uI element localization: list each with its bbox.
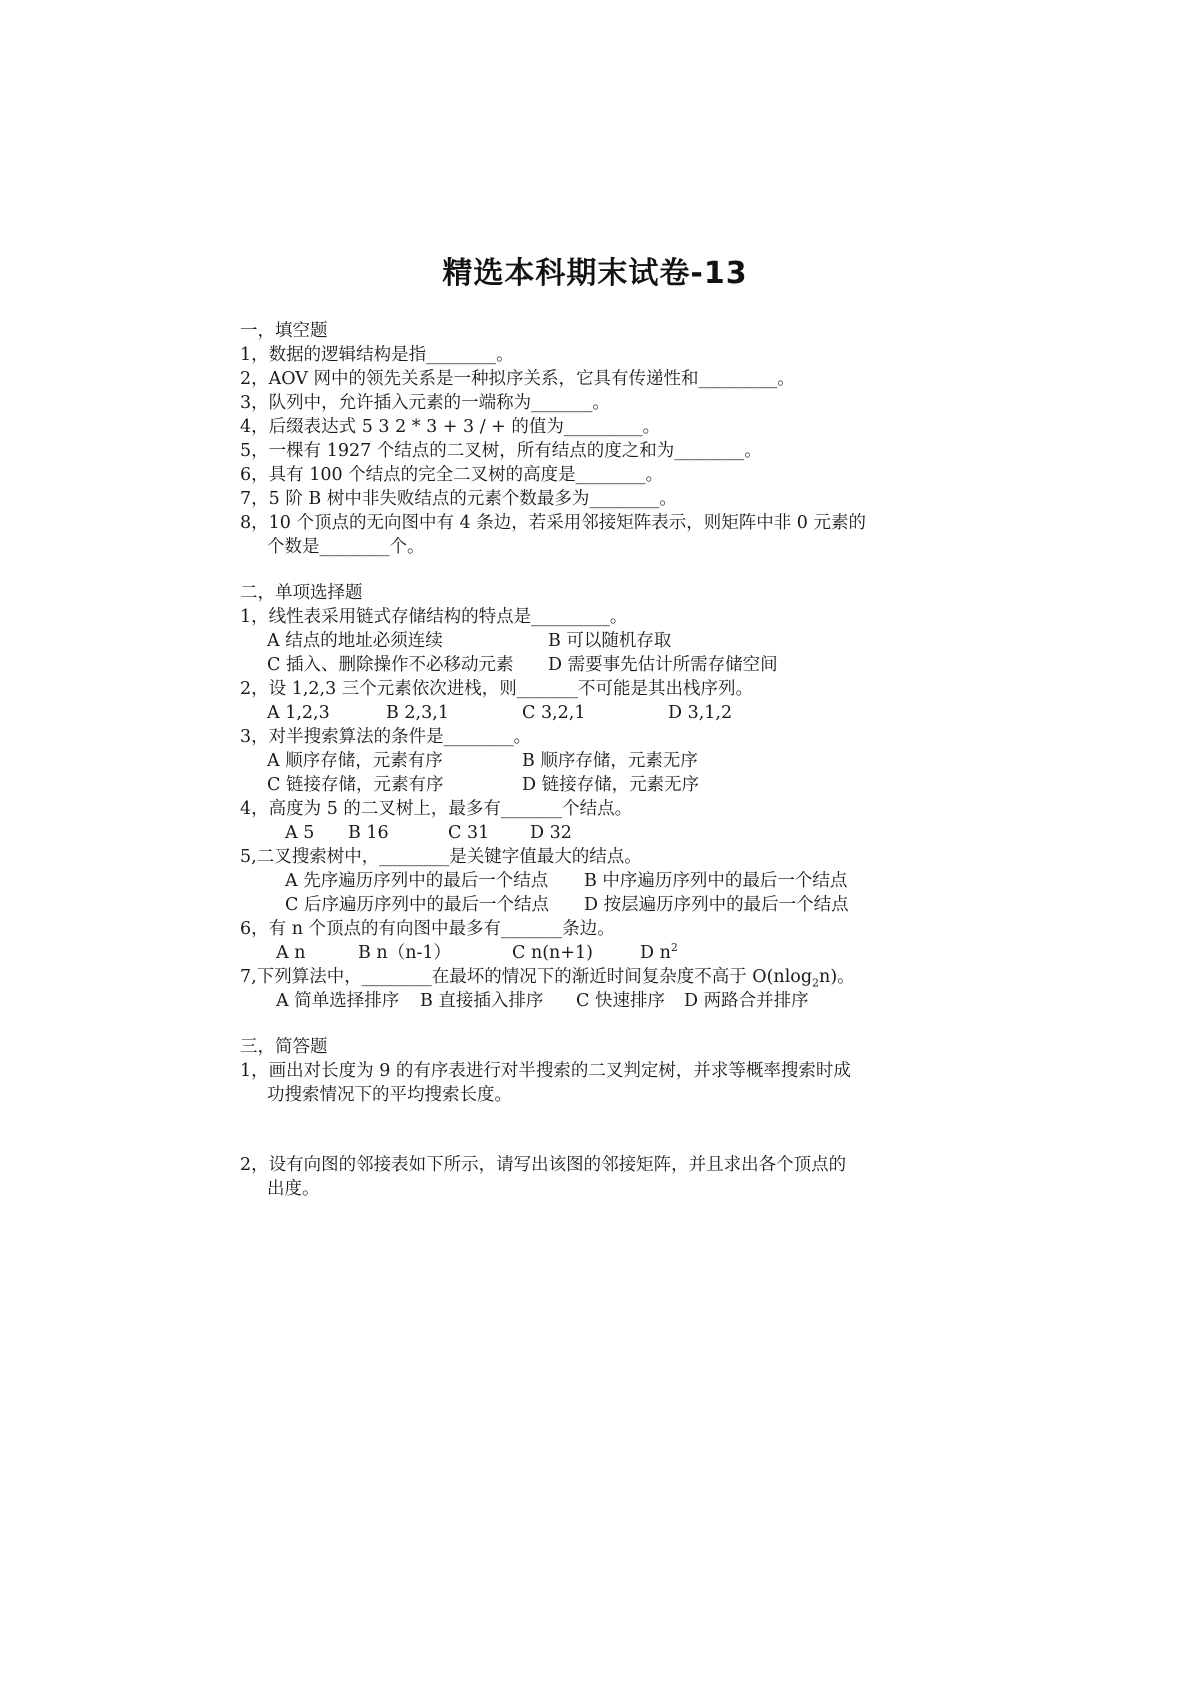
- fill-question-8-continued: 个数是________个。: [267, 537, 425, 557]
- choice-option-2b: B 2,3,1: [386, 703, 449, 723]
- short-question-2-continued: 出度。: [267, 1179, 320, 1199]
- choice-question-5: 5,二叉搜索树中，________是关键字值最大的结点。: [240, 847, 642, 867]
- choice-option-5d: D 按层遍历序列中的最后一个结点: [584, 895, 849, 915]
- choice-option-6b: B n（n-1）: [358, 943, 452, 963]
- choice-question-7: [240, 966, 855, 988]
- choice-question-4: 4，高度为 5 的二叉树上，最多有_______个结点。: [240, 799, 633, 819]
- choice-option-6d: [640, 942, 678, 964]
- choice-option-5a: A 先序遍历序列中的最后一个结点: [285, 871, 549, 891]
- choice-option-7c: C 快速排序: [576, 991, 665, 1011]
- fill-question-1: 1，数据的逻辑结构是指________。: [240, 345, 514, 365]
- choice-option-6d-base: D n: [640, 943, 671, 963]
- fill-question-8: 8，10 个顶点的无向图中有 4 条边，若采用邻接矩阵表示，则矩阵中非 0 元素的: [240, 513, 866, 533]
- choice-question-3: 3，对半搜索算法的条件是________。: [240, 727, 532, 747]
- short-question-2: 2，设有向图的邻接表如下所示，请写出该图的邻接矩阵，并且求出各个顶点的: [240, 1155, 847, 1175]
- fill-question-6: 6，具有 100 个结点的完全二叉树的高度是________。: [240, 465, 664, 485]
- fill-question-3: 3，队列中，允许插入元素的一端称为_______。: [240, 393, 610, 413]
- choice-option-5b: B 中序遍历序列中的最后一个结点: [584, 871, 848, 891]
- fill-question-4: 4，后缀表达式 5 3 2 * 3 + 3 / + 的值为_________。: [240, 417, 661, 437]
- choice-option-1c: C 插入、删除操作不必移动元素: [267, 655, 514, 675]
- choice-option-2d: D 3,1,2: [668, 703, 733, 723]
- choice-option-2c: C 3,2,1: [522, 703, 586, 723]
- choice-question-2: 2，设 1,2,3 三个元素依次进栈，则_______不可能是其出栈序列。: [240, 679, 754, 699]
- choice-option-2a: A 1,2,3: [267, 703, 330, 723]
- choice-option-7d: D 两路合并排序: [684, 991, 809, 1011]
- short-question-1-continued: 功搜索情况下的平均搜索长度。: [267, 1085, 512, 1105]
- choice-option-4d: D 32: [530, 823, 572, 843]
- choice-option-4c: C 31: [448, 823, 490, 843]
- choice-question-7-text: 7,下列算法中，________在最坏的情况下的渐近时间复杂度不高于 O(nlog: [240, 967, 813, 987]
- choice-option-3a: A 顺序存储，元素有序: [267, 751, 443, 771]
- choice-option-4a: A 5: [285, 823, 315, 843]
- section-heading-short-answer: 三，简答题: [240, 1037, 328, 1057]
- short-question-1: 1，画出对长度为 9 的有序表进行对半搜索的二叉判定树，并求等概率搜索时成: [240, 1061, 851, 1081]
- choice-option-7a: A 简单选择排序: [276, 991, 400, 1011]
- choice-question-1: 1，线性表采用链式存储结构的特点是_________。: [240, 607, 628, 627]
- choice-option-3d: D 链接存储，元素无序: [522, 775, 700, 795]
- choice-option-3c: C 链接存储，元素有序: [267, 775, 444, 795]
- choice-option-5c: C 后序遍历序列中的最后一个结点: [285, 895, 549, 915]
- fill-question-5: 5，一棵有 1927 个结点的二叉树，所有结点的度之和为________。: [240, 441, 762, 461]
- choice-option-6a: A n: [276, 943, 306, 963]
- choice-option-6c: C n(n+1): [512, 943, 593, 963]
- choice-question-7-end: n)。: [819, 967, 855, 987]
- choice-option-1b: B 可以随机存取: [548, 631, 672, 651]
- section-heading-fill-blank: 一，填空题: [240, 321, 328, 341]
- choice-question-7-subscript: 2: [812, 976, 820, 990]
- page-title: 精选本科期末试卷-13: [442, 256, 748, 291]
- choice-option-1a: A 结点的地址必须连续: [267, 631, 443, 651]
- section-heading-single-choice: 二，单项选择题: [240, 583, 363, 603]
- fill-question-7: 7，5 阶 B 树中非失败结点的元素个数最多为________。: [240, 489, 677, 509]
- choice-option-3b: B 顺序存储，元素无序: [522, 751, 698, 771]
- choice-option-7b: B 直接插入排序: [420, 991, 544, 1011]
- fill-question-2: 2，AOV 网中的领先关系是一种拟序关系，它具有传递性和_________。: [240, 369, 795, 389]
- choice-question-6: 6，有 n 个顶点的有向图中最多有_______条边。: [240, 919, 615, 939]
- choice-option-4b: B 16: [348, 823, 389, 843]
- choice-option-6d-exponent: 2: [670, 941, 678, 955]
- choice-option-1d: D 需要事先估计所需存储空间: [548, 655, 778, 675]
